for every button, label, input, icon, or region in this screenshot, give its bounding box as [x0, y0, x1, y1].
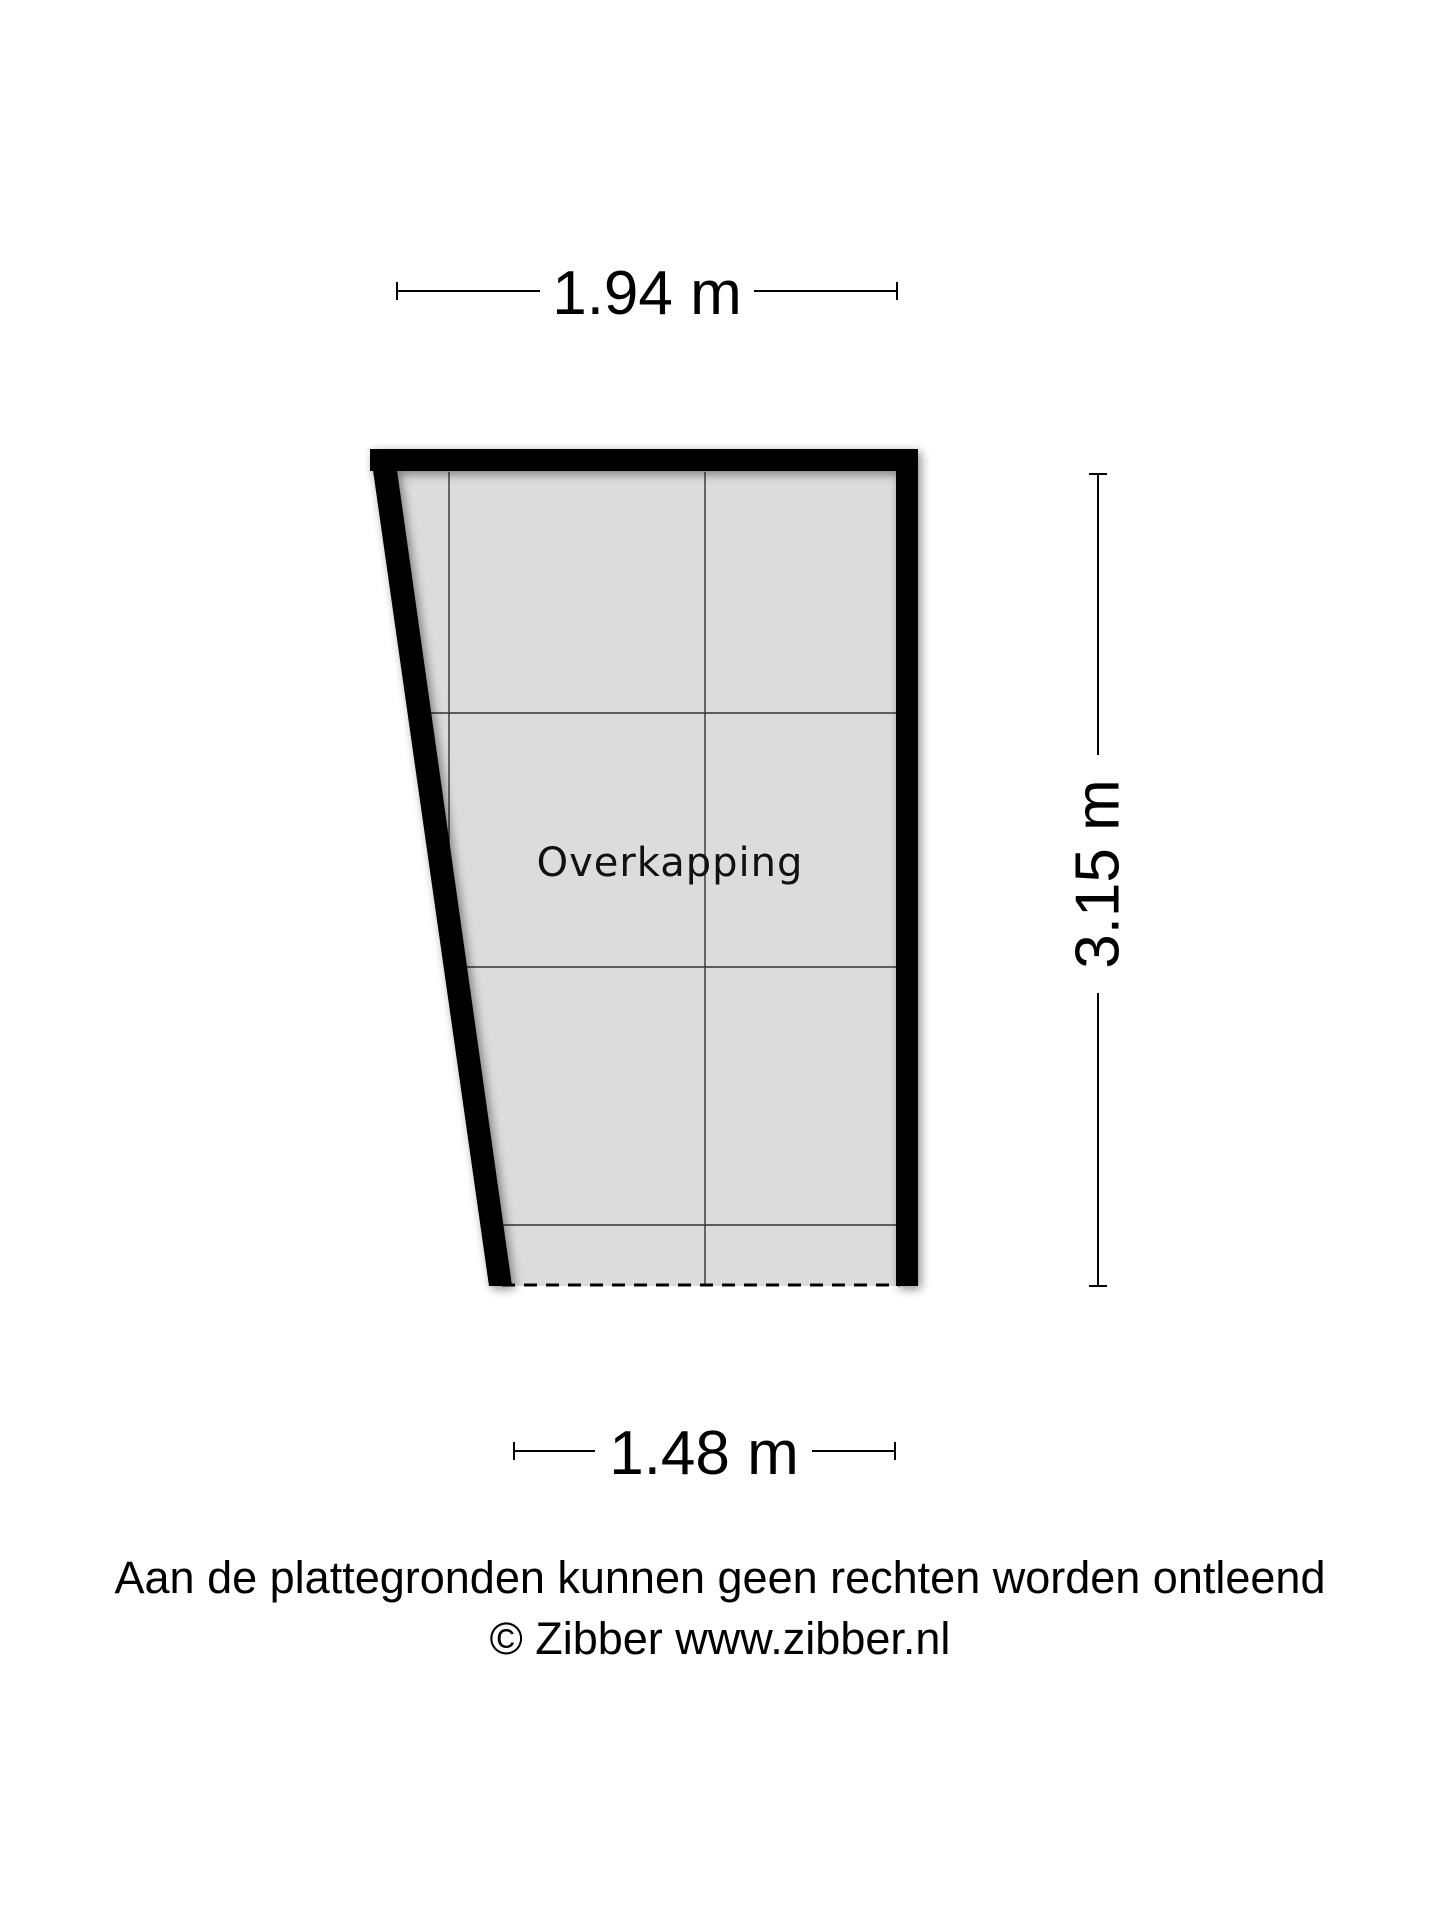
dimension-top-label: 1.94 m — [552, 259, 742, 328]
wall-right — [896, 449, 918, 1286]
wall-top — [370, 449, 918, 471]
copyright-text: © Zibber www.zibber.nl — [489, 1613, 951, 1664]
dimension-bottom — [514, 1419, 895, 1488]
dimension-bottom-label: 1.48 m — [609, 1419, 799, 1488]
disclaimer-text: Aan de plattegronden kunnen geen rechten worden ontleend — [114, 1552, 1326, 1603]
dimension-right — [1064, 474, 1133, 1286]
dimension-top — [397, 259, 897, 328]
dimension-right-label: 3.15 m — [1063, 779, 1133, 969]
room-label: Overkapping — [536, 840, 804, 886]
